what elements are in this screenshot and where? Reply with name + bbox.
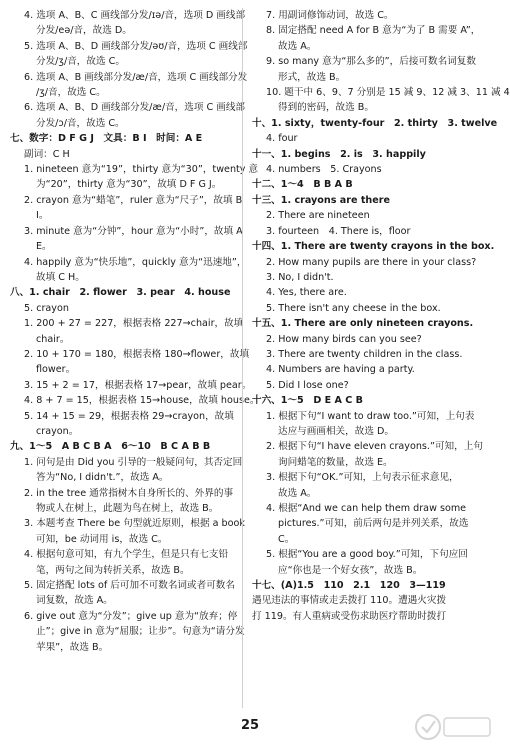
section-heading: 十、1. sixty，twenty-four 2. thirty 3. twelve <box>252 117 498 129</box>
answer-line: 分发/eə/音，故选 D。 <box>36 25 132 37</box>
answer-line: chair。 <box>36 333 70 345</box>
answer-line: 3. No, I didn't. <box>266 271 334 283</box>
section-heading: 十一、1. begins 2. is 3. happily <box>252 148 426 160</box>
answer-line: flower。 <box>36 364 76 376</box>
answer-line: 词复数，故选 A。 <box>36 595 113 607</box>
section-heading: 十五、1. There are only nineteen crayons. <box>252 318 474 330</box>
answer-line: 2. 10 + 170 = 180，根据表格 180→flower，故填 <box>24 348 250 360</box>
answer-line: 打 119。有人重病或受伤求助医疗帮助时拨打 <box>252 610 447 622</box>
answer-line: crayon。 <box>36 425 79 437</box>
answer-line: 4. Yes, there are. <box>266 287 347 299</box>
answer-line: 止”；give in 意为“屈服；让步”。句意为“请分发 <box>36 626 245 638</box>
answer-line: 5. crayon <box>24 302 69 314</box>
answer-line: 1. 200 + 27 = 227，根据表格 227→chair，故填 <box>24 318 244 330</box>
answer-line: 5. There isn't any cheese in the box. <box>266 302 441 314</box>
answer-line: 6. 选项 A、B 画线部分发/æ/音，选项 C 画线部分发 <box>24 71 248 83</box>
answer-line: 10. 题干中 6、9、7 分别是 15 减 9、12 减 3、11 减 4 <box>266 87 510 99</box>
answer-line: 2. There are nineteen <box>266 210 370 222</box>
answer-line: 3. minute 意为“分钟”，hour 意为“小时”，故填 A <box>24 225 243 237</box>
answer-line: 4. 选项 A、B、C 画线部分发/ɪə/音，选项 D 画线部 <box>24 10 246 21</box>
answer-line: 5. 根据“You are a good boy.”可知，下句应回 <box>266 549 468 561</box>
section-heading: 十四、1. There are twenty crayons in the box. <box>252 241 495 253</box>
answer-line: 笔，两句之间为转折关系，故选 B。 <box>36 564 190 576</box>
answer-line: 答为“No, I didn't.”，故选 A。 <box>36 472 169 484</box>
answer-line: 形式，故选 B。 <box>278 71 346 83</box>
answer-line: 遇见违法的事情或走丢拨打 110。遭遇火灾拨 <box>252 595 447 607</box>
answer-line: 3. There are twenty children in the class. <box>266 348 463 360</box>
answer-line: E。 <box>36 241 52 253</box>
answer-line: 4. happily 意为“快乐地”，quickly 意为“迅速地”， <box>24 256 247 268</box>
answer-line: 6. 选项 A、B、D 画线部分发/æ/音，选项 C 画线部 <box>24 102 246 114</box>
section-heading: 十六、1～5 D E A C B <box>252 395 363 407</box>
answer-line: 副词：C H <box>24 148 70 160</box>
answer-line: 2. crayon 意为“蜡笔”，ruler 意为“尺子”，故填 B <box>24 194 243 206</box>
answer-line: 5. 选项 A、B、D 画线部分发/əʊ/音，选项 C 画线部 <box>24 40 248 52</box>
answer-line: 达应与画画相关，故选 D。 <box>278 425 394 437</box>
answer-line: 应“你也是一个好女孩”，故选 B。 <box>278 564 423 576</box>
answer-line: 4. Numbers are having a party. <box>266 364 415 376</box>
answer-line: 5. Did I lose one? <box>266 379 349 391</box>
answer-line: 故填 C H。 <box>36 271 85 283</box>
answer-line: 5. 固定搭配 lots of 后可加不可数名词或者可数名 <box>24 580 235 592</box>
answer-line: 5. 14 + 15 = 29，根据表格 29→crayon，故填 <box>24 410 234 422</box>
answer-line: 9. so many 意为“那么多的”，后接可数名词复数 <box>266 56 476 68</box>
answer-line: 1. nineteen 意为“19”，thirty 意为“30”，twenty 意 <box>24 164 259 176</box>
answer-line: 3. 15 + 2 = 17，根据表格 17→pear，故填 pear。 <box>24 379 252 391</box>
answer-line: 2. in the tree 通常指树木自身所长的、外界的事 <box>24 487 234 499</box>
answer-line: 3. 本题考查 There be 句型就近原则，根据 a book <box>24 518 245 530</box>
left-column <box>10 8 260 655</box>
answer-line: 得到的密码，故选 B。 <box>278 102 374 114</box>
answer-line: 2. How many birds can you see? <box>266 333 422 345</box>
answer-line: 2. 根据下句“I have eleven crayons.”可知，上句 <box>266 441 483 453</box>
answer-line: 苹果”，故选 B。 <box>36 641 109 653</box>
answer-line: 8. 固定搭配 need A for B 意为“为了 B 需要 A”， <box>266 25 481 37</box>
section-heading: 九、1～5 A B C B A 6～10 B C A B B <box>10 441 211 453</box>
answer-line: pictures.”可知，前后两句是并列关系，故选 <box>278 518 469 530</box>
answer-line: 1. 根据下句“I want to draw too.”可知，上句表 <box>266 410 475 422</box>
answer-line: 4. numbers 5. Crayons <box>266 164 382 176</box>
section-heading: 七、数字：D F G J 文具：B I 时间：A E <box>10 133 203 145</box>
answer-line: /ʒ/音，故选 C。 <box>36 87 106 99</box>
right-column <box>252 8 510 624</box>
answer-line: C。 <box>278 533 295 545</box>
section-heading: 十三、1. crayons are there <box>252 194 390 206</box>
answer-line: 分发/ʒ/音，故选 C。 <box>36 56 125 68</box>
column-divider <box>242 8 243 708</box>
answer-line: 故选 A。 <box>278 40 317 52</box>
answer-line: 4. 8 + 7 = 15，根据表格 15→house，故填 house。 <box>24 395 260 407</box>
answer-line: 7. 用副词修饰动词，故选 C。 <box>266 10 394 21</box>
section-heading: 十七、(A)1.5 110 2.1 120 3—119 <box>252 580 446 592</box>
answer-line: 4. 根据“And we can help them draw some <box>266 503 467 514</box>
answer-line: I。 <box>36 210 49 222</box>
answer-line: 分发/ɔ/音，故选 C。 <box>36 117 125 129</box>
watermark-logo <box>414 710 494 744</box>
section-heading: 八、1. chair 2. flower 3. pear 4. house <box>10 287 231 299</box>
answer-line: 2. How many pupils are there in your class? <box>266 256 477 268</box>
answer-line: 3. fourteen 4. There is，floor <box>266 225 411 237</box>
answer-line: 1. 问句是由 Did you 引导的一般疑问句，其否定回 <box>24 456 243 468</box>
answer-line: 3. 根据下句“OK.”可知，上句表示征求意见， <box>266 472 459 484</box>
answer-line: 6. give out 意为“分发”；give up 意为“放弃；停 <box>24 610 238 622</box>
answer-line: 4. 根据句意可知，有九个学生，但是只有七支铅 <box>24 549 229 561</box>
answer-line: 询问蜡笔的数量，故选 E。 <box>278 456 393 468</box>
answer-line: 4. four <box>266 133 298 145</box>
page-number: 25 <box>240 718 260 733</box>
answer-line: 故选 A。 <box>278 487 317 499</box>
section-heading: 十二、1～4 B B A B <box>252 179 353 191</box>
answer-line: 可知，be 动词用 is，故选 C。 <box>36 533 168 545</box>
answer-line: 为“20”，thirty 意为“30”，故填 D F G J。 <box>36 179 222 191</box>
answer-line: 物或人在树上，此题为鸟在树上，故选 B。 <box>36 503 219 514</box>
